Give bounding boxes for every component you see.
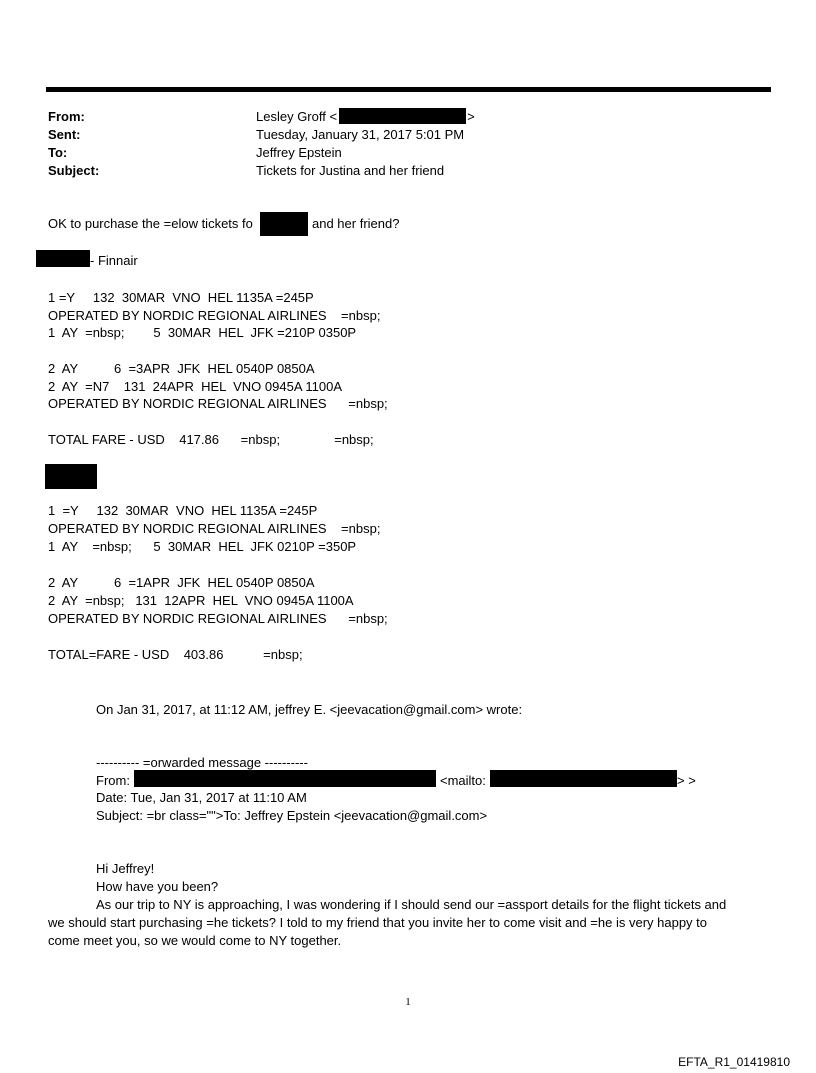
itin2-line: 1 =Y 132 30MAR VNO HEL 1135A =245P — [48, 503, 318, 518]
redaction-name — [260, 212, 308, 236]
paragraph-line: come meet you, so we would come to NY together. — [48, 933, 342, 948]
itin1-line: 1 =Y 132 30MAR VNO HEL 1135A =245P — [48, 290, 314, 305]
itin1-line: 1 AY =nbsp; 5 30MAR HEL JFK =210P 0350P — [48, 325, 357, 340]
itin2-line: 2 AY =nbsp; 131 12APR HEL VNO 0945A 1100A — [48, 593, 354, 608]
from-name: Lesley Groff < — [256, 109, 338, 124]
redaction-airline-code — [36, 250, 90, 267]
itin2-line: 1 AY =nbsp; 5 30MAR HEL JFK 0210P =350P — [48, 539, 357, 554]
itin1-total: TOTAL FARE - USD 417.86 =nbsp; =nbsp; — [48, 432, 374, 447]
document-id: EFTA_R1_01419810 — [678, 1055, 790, 1069]
itin1-line: 2 AY 6 =3APR JFK HEL 0540P 0850A — [48, 361, 315, 376]
itin2-line: OPERATED BY NORDIC REGIONAL AIRLINES =nbsp; — [48, 611, 388, 626]
fwd-mailto-close: > > — [677, 773, 696, 788]
redaction-fwd-email — [490, 770, 677, 787]
greeting: Hi Jeffrey! — [96, 861, 155, 876]
itin2-line: 2 AY 6 =1APR JFK HEL 0540P 0850A — [48, 575, 315, 590]
fwd-date: Date: Tue, Jan 31, 2017 at 11:10 AM — [96, 790, 307, 805]
fwd-mailto: <mailto: — [440, 773, 486, 788]
redaction-from-email — [339, 108, 466, 124]
to-label: To: — [48, 145, 68, 160]
subject-value: Tickets for Justina and her friend — [256, 163, 445, 178]
question-part2: and her friend? — [312, 216, 400, 231]
from-label: From: — [48, 109, 85, 124]
paragraph-line: we should start purchasing =he tickets? I told to my friend that you invite her to come visit and =he is very happy to — [48, 915, 708, 930]
itin1-line: 2 AY =N7 131 24APR HEL VNO 0945A 1100A — [48, 379, 343, 394]
paragraph-line: As our trip to NY is approaching, I was wondering if I should send our =assport details for the flight tickets and — [96, 897, 727, 912]
subject-label: Subject: — [48, 163, 100, 178]
quoted-intro: On Jan 31, 2017, at 11:12 AM, jeffrey E. <jeevacation@gmail.com> wrote: — [96, 702, 523, 717]
airline-label: - Finnair — [90, 253, 138, 268]
header-divider — [46, 87, 771, 92]
itin2-line: OPERATED BY NORDIC REGIONAL AIRLINES =nbsp; — [48, 521, 381, 536]
from-suffix: > — [467, 109, 475, 124]
question-part1: OK to purchase the =elow tickets fo — [48, 216, 253, 231]
redaction-fwd-sender — [134, 770, 436, 787]
itin1-line: OPERATED BY NORDIC REGIONAL AIRLINES =nbsp; — [48, 396, 388, 411]
how-are-you: How have you been? — [96, 879, 219, 894]
redaction-passenger — [45, 464, 97, 489]
page-number: 1 — [405, 996, 411, 1008]
itin1-line: OPERATED BY NORDIC REGIONAL AIRLINES =nbsp; — [48, 308, 381, 323]
itin2-total: TOTAL=FARE - USD 403.86 =nbsp; — [48, 647, 303, 662]
forwarded-header: ---------- =orwarded message ---------- — [96, 755, 308, 770]
to-value: Jeffrey Epstein — [256, 145, 342, 160]
fwd-subject: Subject: =br class="">To: Jeffrey Epstein <jeevacation@gmail.com> — [96, 808, 488, 823]
sent-label: Sent: — [48, 127, 81, 142]
fwd-from-label: From: — [96, 773, 130, 788]
sent-value: Tuesday, January 31, 2017 5:01 PM — [256, 127, 465, 142]
